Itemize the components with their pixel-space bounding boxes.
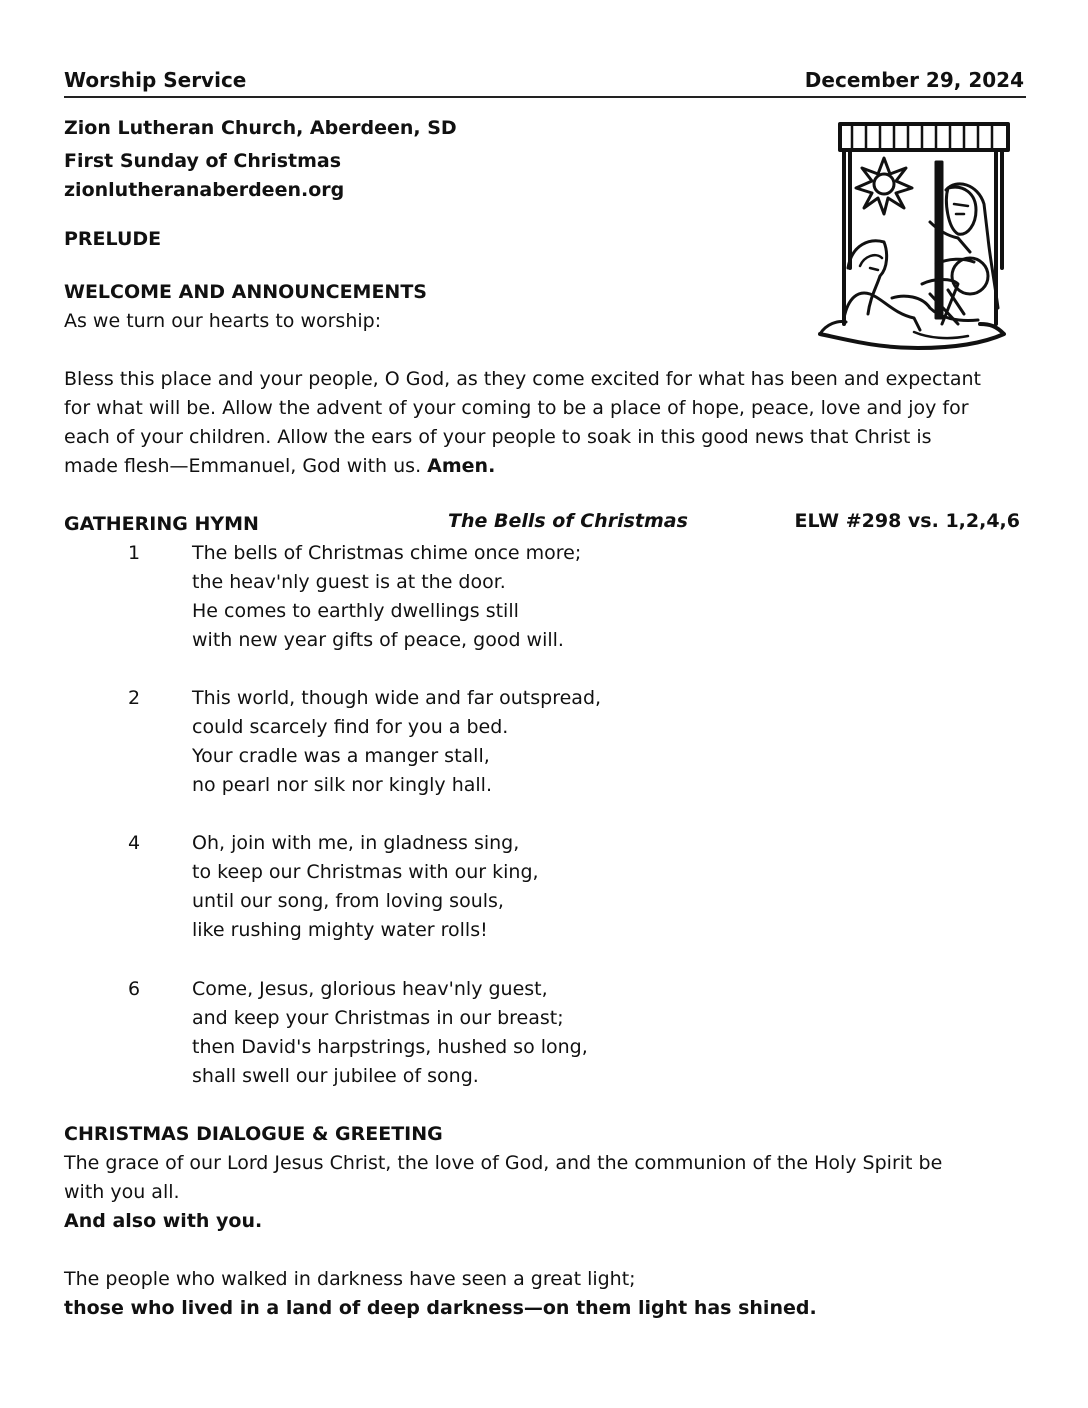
verse-line: Oh, join with me, in gladness sing, [192, 832, 520, 854]
church-name: Zion Lutheran Church, Aberdeen, SD [64, 117, 457, 139]
amen: Amen. [427, 455, 496, 477]
verse-line: until our song, from loving souls, [192, 890, 504, 912]
verse-line: like rushing mighty water rolls! [192, 919, 488, 941]
header-date: December 29, 2024 [804, 68, 1024, 92]
verse-line: shall swell our jubilee of song. [192, 1065, 479, 1087]
verse-line: to keep our Christmas with our king, [192, 861, 539, 883]
leader-line: The people who walked in darkness have seen a great light; [64, 1268, 636, 1290]
page-header [64, 66, 1026, 98]
verse-line: This world, though wide and far outspread, [192, 687, 602, 709]
greeting-response: And also with you. [64, 1210, 263, 1232]
greeting-line: The grace of our Lord Jesus Christ, the love of God, and the communion of the Holy Spirit be [64, 1152, 943, 1174]
hymn-reference: ELW #298 vs. 1,2,4,6 [794, 510, 1020, 532]
verse-number: 6 [128, 978, 141, 1000]
prayer-line: for what will be. Allow the advent of your coming to be a place of hope, peace, love and joy for [64, 397, 969, 419]
verse-line: and keep your Christmas in our breast; [192, 1007, 564, 1029]
dialogue-heading: CHRISTMAS DIALOGUE & GREETING [64, 1123, 443, 1145]
verse-line: Come, Jesus, glorious heav'nly guest, [192, 978, 548, 1000]
church-website: zionlutheranaberdeen.org [64, 179, 345, 201]
nativity-scene-icon [818, 118, 1014, 354]
verse-number: 2 [128, 687, 141, 709]
header-title: Worship Service [64, 68, 247, 92]
people-line: those who lived in a land of deep darkness—on them light has shined. [64, 1297, 817, 1319]
prayer-line: made flesh—Emmanuel, God with us. [64, 455, 422, 477]
prayer-line: Bless this place and your people, O God, as they come excited for what has been and expectant [64, 368, 981, 390]
prayer-line: each of your children. Allow the ears of your people to soak in this good news that Christ is [64, 426, 932, 448]
prayer-last-line [64, 452, 495, 481]
verse-line: no pearl nor silk nor kingly hall. [192, 774, 492, 796]
verse-number: 4 [128, 832, 141, 854]
welcome-intro: As we turn our hearts to worship: [64, 310, 382, 332]
greeting-line: with you all. [64, 1181, 180, 1203]
verse-line: Your cradle was a manger stall, [192, 745, 490, 767]
sunday-name: First Sunday of Christmas [64, 150, 342, 172]
hymn-title: The Bells of Christmas [448, 510, 688, 532]
verse-line: He comes to earthly dwellings still [192, 600, 519, 622]
verse-line: the heav'nly guest is at the door. [192, 571, 506, 593]
verse-number: 1 [128, 542, 141, 564]
verse-line: The bells of Christmas chime once more; [192, 542, 582, 564]
prelude-heading: PRELUDE [64, 228, 162, 250]
verse-line: with new year gifts of peace, good will. [192, 629, 564, 651]
gathering-hymn-heading: GATHERING HYMN [64, 513, 259, 535]
verse-line: could scarcely find for you a bed. [192, 716, 509, 738]
verse-line: then David's harpstrings, hushed so long, [192, 1036, 588, 1058]
welcome-heading: WELCOME AND ANNOUNCEMENTS [64, 281, 427, 303]
